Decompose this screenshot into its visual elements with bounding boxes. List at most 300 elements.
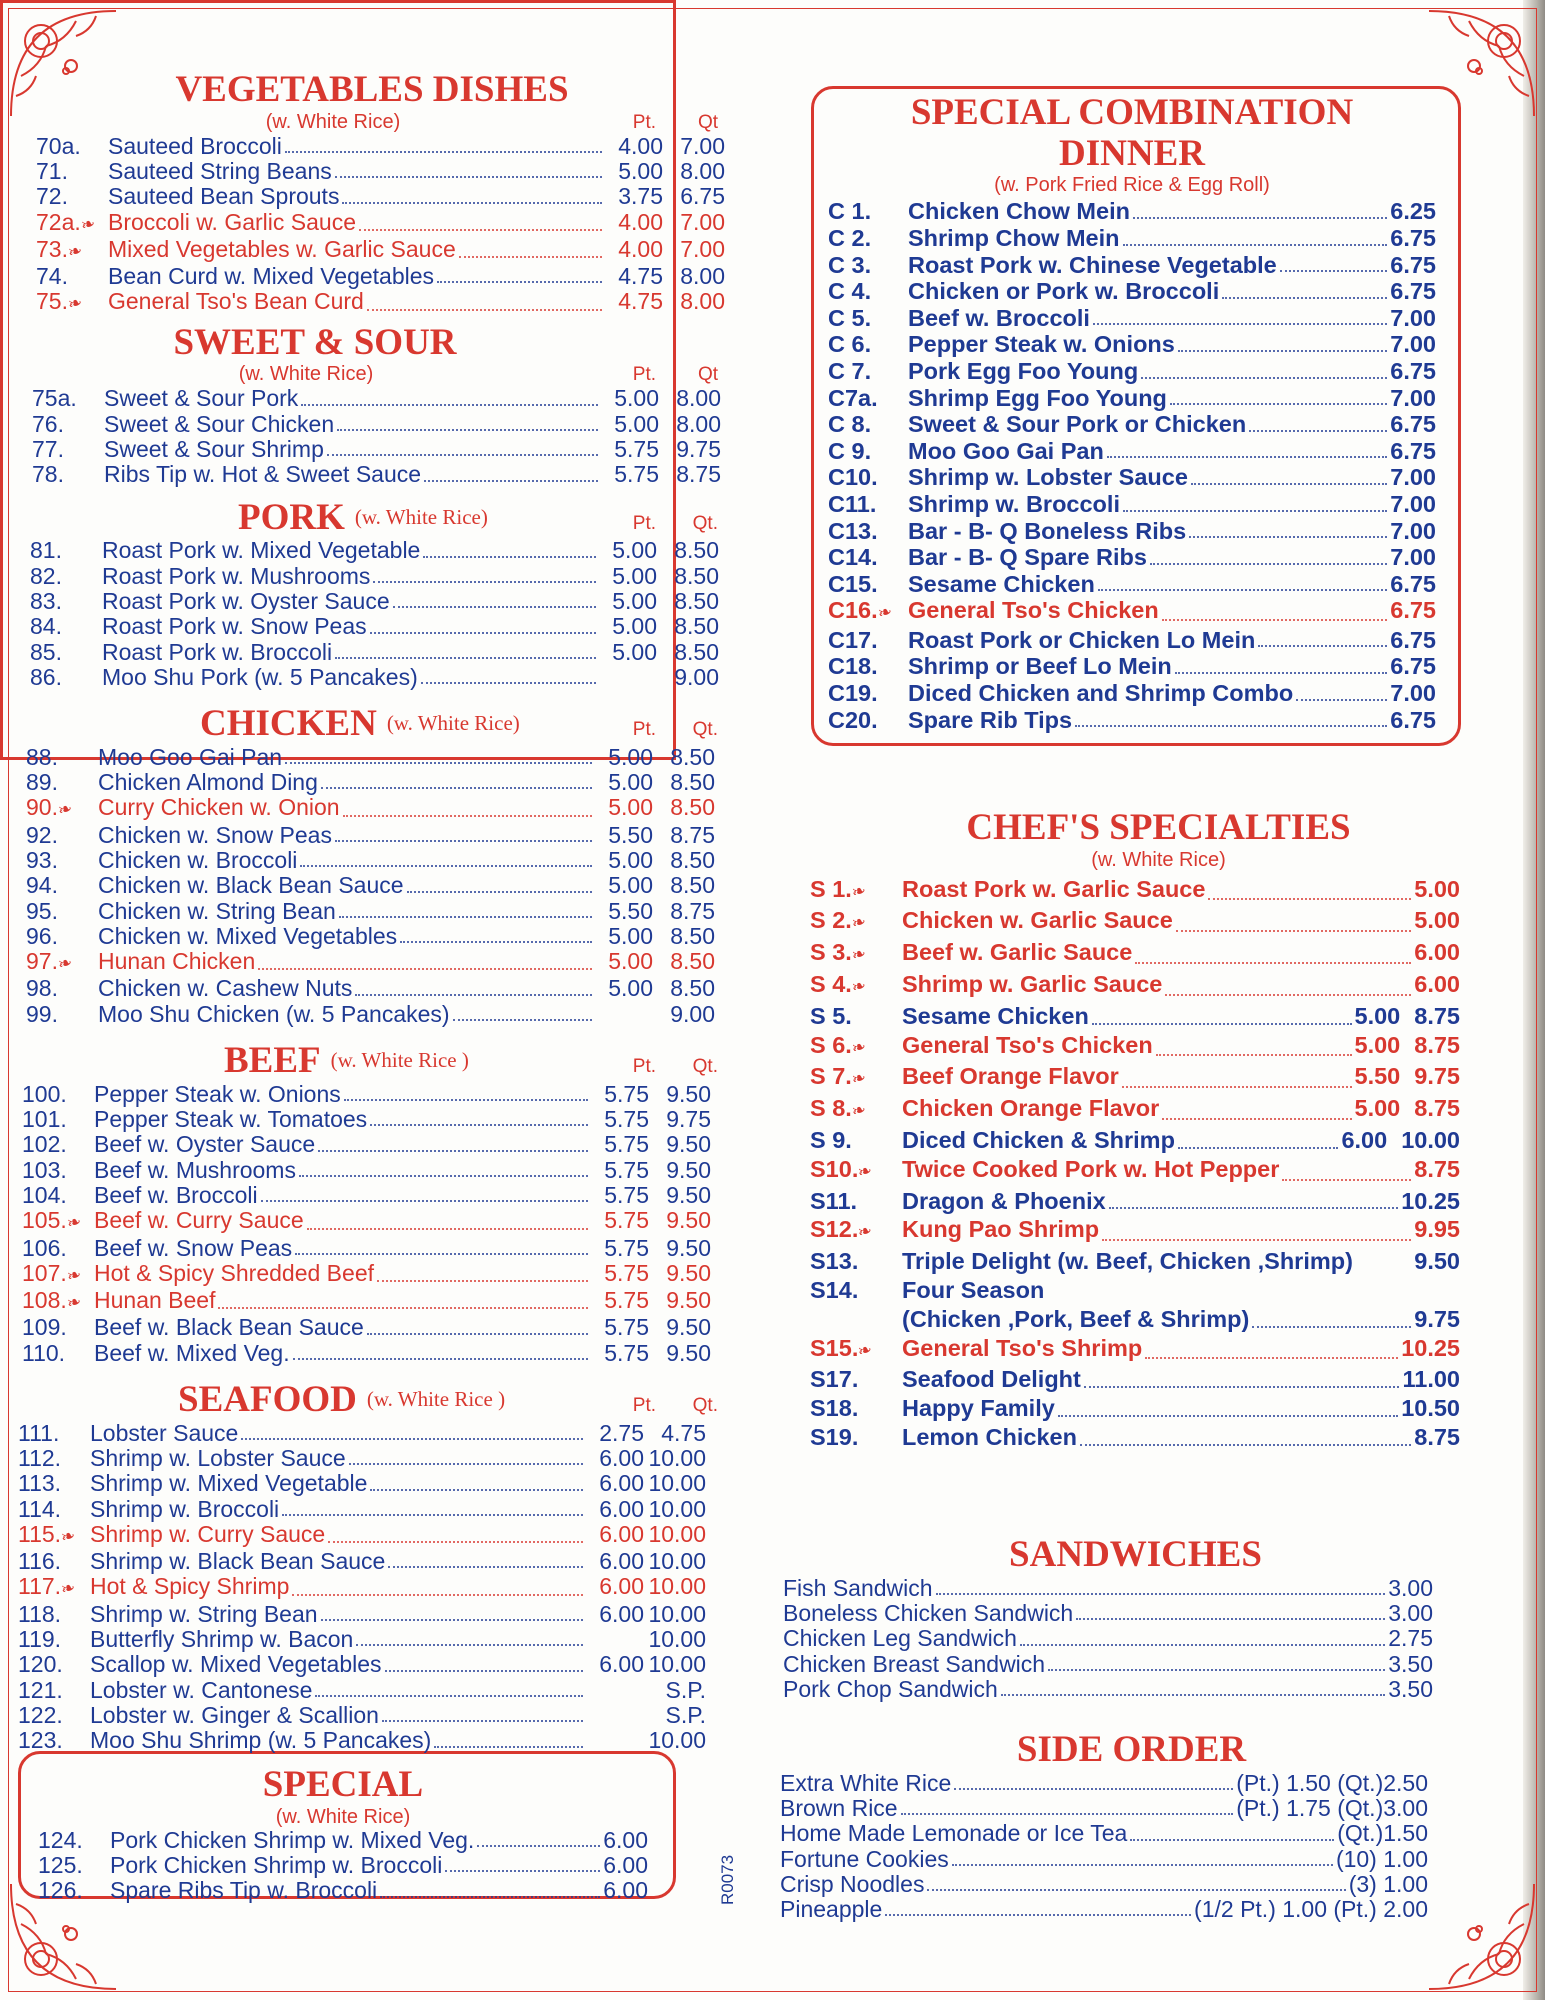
menu-item — [810, 1423, 1460, 1452]
item-name: Bar - B- Q Boneless Ribs — [908, 517, 1187, 544]
price-quart: 8.75 — [676, 461, 721, 488]
menu-item — [38, 1853, 648, 1878]
price: 8.75 — [1414, 1095, 1460, 1122]
price: 6.75 — [1390, 278, 1436, 305]
chili-pepper-icon: ❧ — [64, 1211, 84, 1234]
dot-leader — [367, 309, 602, 311]
price-pint: 5.00 — [612, 587, 657, 614]
item-name: Pepper Steak w. Tomatoes — [94, 1106, 368, 1133]
price: (Pt.) 1.50 (Qt.)2.50 — [1236, 1769, 1428, 1796]
price-quart: 8.50 — [674, 587, 719, 614]
item-name: Ribs Tip w. Hot & Sweet Sauce — [104, 461, 422, 488]
menu-item — [26, 848, 715, 873]
item-number-text: S 2. — [810, 907, 852, 934]
item-number: C19. — [828, 680, 878, 707]
dot-leader — [285, 151, 602, 153]
price: 7.00 — [1390, 490, 1436, 517]
item-number: 113. — [18, 1470, 62, 1497]
item-name: Moo Shu Shrimp (w. 5 Pancakes) — [90, 1727, 432, 1754]
dot-leader — [477, 1845, 600, 1847]
item-name: Beef w. Mushrooms — [94, 1156, 296, 1183]
price-quart: 9.50 — [666, 1156, 711, 1183]
dot-leader — [434, 1746, 583, 1748]
dot-leader — [1176, 930, 1411, 932]
dot-leader — [321, 787, 592, 789]
item-name: Moo Goo Gai Pan — [908, 437, 1104, 464]
item-number: 82. — [30, 562, 62, 589]
dot-leader — [388, 1566, 583, 1568]
dot-leader — [373, 581, 596, 583]
item-name: Fish Sandwich — [783, 1574, 933, 1601]
item-number: 112. — [18, 1445, 62, 1471]
price-pint: 2.75 — [599, 1419, 644, 1446]
chili-pepper-icon: ❧ — [65, 292, 85, 315]
item-number: 110. — [22, 1339, 66, 1366]
chili-pepper-icon: ❧ — [849, 975, 869, 998]
menu-item — [22, 1341, 711, 1366]
price-quart: 9.00 — [670, 1000, 715, 1027]
menu-item — [18, 1574, 706, 1601]
dot-leader — [927, 1889, 1345, 1891]
price-pint: 5.75 — [614, 436, 659, 463]
item-number: 89. — [26, 769, 58, 796]
price: 8.75 — [1414, 1031, 1460, 1058]
dot-leader — [370, 1124, 588, 1126]
menu-item — [22, 1288, 711, 1315]
chili-pepper-icon: ❧ — [64, 1264, 84, 1287]
item-number: 123. — [18, 1727, 63, 1754]
dot-leader — [295, 1253, 588, 1255]
chili-pepper-icon: ❧ — [855, 1160, 875, 1183]
price: 7.00 — [1390, 464, 1436, 491]
menu-item — [22, 1132, 711, 1157]
dot-leader — [377, 1280, 588, 1282]
price: 6.75 — [1390, 251, 1436, 278]
dot-leader — [1145, 1357, 1398, 1359]
item-name: Roast Pork w. Snow Peas — [102, 613, 367, 640]
item-number: 76. — [32, 410, 64, 437]
item-number: 119. — [18, 1626, 62, 1653]
item-number — [22, 1288, 94, 1315]
price-quart: 9.50 — [666, 1314, 711, 1341]
menu-item — [780, 1771, 1428, 1796]
menu-item — [22, 1107, 711, 1132]
item-name: Pineapple — [780, 1896, 883, 1923]
menu-item — [810, 1031, 1460, 1063]
chili-pepper-icon: ❧ — [855, 1339, 875, 1362]
item-name: Moo Shu Pork (w. 5 Pancakes) — [102, 663, 418, 690]
item-name: Seafood Delight — [902, 1366, 1081, 1393]
item-number — [36, 210, 108, 237]
dot-leader — [1249, 430, 1387, 432]
dot-leader — [355, 994, 592, 996]
price-quart: 10.00 — [648, 1600, 706, 1627]
price-quart: 8.00 — [676, 410, 721, 437]
item-name: Kung Pao Shrimp — [902, 1216, 1100, 1243]
price-quart: 7.00 — [680, 235, 725, 262]
menu-item — [26, 924, 715, 949]
menu-item — [783, 1601, 1433, 1626]
menu-item — [810, 1062, 1460, 1094]
item-name: Shrimp w. Garlic Sauce — [902, 971, 1163, 998]
price: 3.00 — [1388, 1574, 1433, 1601]
section-title — [18, 1380, 600, 1421]
item-name: Chicken w. Garlic Sauce — [902, 907, 1173, 934]
item-number: 124. — [38, 1826, 83, 1853]
dot-leader — [1102, 1239, 1411, 1241]
section-note: (w. White Rice) — [275, 1805, 411, 1828]
price: 6.75 — [1390, 706, 1436, 733]
price-pint: 5.00 — [608, 948, 653, 975]
item-number-text: 107. — [22, 1259, 67, 1286]
menu-item — [30, 564, 719, 589]
item-name: Sauteed String Beans — [108, 157, 332, 184]
price-pint: 5.00 — [608, 975, 653, 1002]
menu-item — [26, 949, 715, 976]
dot-leader — [315, 1695, 583, 1697]
dot-leader — [1191, 483, 1387, 485]
item-number: S17. — [810, 1366, 859, 1393]
item-name: Roast Pork w. Garlic Sauce — [902, 875, 1206, 902]
price-pint: 5.00 — [1354, 1095, 1401, 1122]
item-name: Bean Curd w. Mixed Vegetables — [108, 263, 435, 290]
item-name: Pork Chop Sandwich — [783, 1675, 998, 1702]
item-name: Beef w. Snow Peas — [94, 1234, 293, 1261]
item-name: Hot & Spicy Shrimp — [90, 1573, 290, 1600]
menu-item — [810, 1247, 1460, 1276]
chili-pepper-icon: ❧ — [849, 943, 869, 966]
item-number-text: 73. — [36, 235, 68, 262]
chili-pepper-icon: ❧ — [849, 1036, 869, 1059]
price: 7.00 — [1390, 517, 1436, 544]
item-name: Scallop w. Mixed Vegetables — [90, 1651, 382, 1678]
price-quart: 8.75 — [670, 897, 715, 924]
price: 7.00 — [1390, 680, 1436, 707]
price-quart: 10.00 — [648, 1651, 706, 1678]
price: 6.75 — [1390, 357, 1436, 384]
price-quart: 10.00 — [648, 1520, 706, 1547]
price-pint: 6.00 — [599, 1495, 644, 1522]
menu-item — [828, 225, 1436, 252]
dot-leader — [299, 1175, 588, 1177]
chili-pepper-icon: ❧ — [65, 240, 85, 263]
section-title-text: CHICKEN — [200, 703, 377, 745]
item-name: Chicken Breast Sandwich — [783, 1650, 1046, 1677]
section-pork — [30, 498, 718, 690]
dot-leader — [321, 1619, 583, 1621]
dot-leader — [282, 1514, 583, 1516]
item-name: Fortune Cookies — [780, 1845, 949, 1872]
item-name: Shrimp w. String Bean — [90, 1600, 318, 1627]
section-vegetables — [36, 69, 725, 317]
item-number: C 7. — [828, 357, 872, 384]
item-name: Bar - B- Q Spare Ribs — [908, 544, 1147, 571]
dot-leader — [1109, 1207, 1399, 1209]
section-title: SWEET & SOUR — [173, 321, 457, 363]
price-quart: 10.00 — [648, 1548, 706, 1575]
price-quart: 8.50 — [670, 872, 715, 899]
dot-leader — [1162, 619, 1388, 621]
menu-item — [38, 1878, 648, 1903]
dot-leader — [307, 1228, 588, 1230]
dot-leader — [339, 916, 592, 918]
dot-leader — [1084, 1386, 1400, 1388]
price-pint: 5.00 — [614, 410, 659, 437]
price-pint: 5.00 — [608, 846, 653, 873]
price: 10.25 — [1401, 1187, 1460, 1214]
menu-item — [36, 210, 725, 237]
price: 7.00 — [1390, 384, 1436, 411]
dot-leader — [1122, 1086, 1352, 1088]
menu-item — [783, 1677, 1433, 1702]
menu-item — [810, 1305, 1460, 1334]
menu-item — [780, 1872, 1428, 1897]
item-number: 95. — [26, 897, 58, 924]
section-note: (w. Pork Fried Rice & Egg Roll) — [994, 174, 1270, 197]
item-name: Hunan Chicken — [98, 948, 256, 975]
item-number: 125. — [38, 1851, 83, 1878]
item-name: Brown Rice — [780, 1794, 898, 1821]
item-name: Chicken Orange Flavor — [902, 1095, 1160, 1122]
dot-leader — [1141, 377, 1387, 379]
dot-leader — [327, 454, 598, 456]
menu-item — [810, 970, 1460, 1002]
item-number — [810, 875, 902, 907]
price-pint: 5.75 — [604, 1339, 649, 1366]
section-chef-specialties — [812, 808, 1460, 1452]
item-name: Lobster w. Ginger & Scallion — [90, 1701, 379, 1728]
price-pint: 5.75 — [604, 1181, 649, 1208]
item-name: Pork Egg Foo Young — [908, 357, 1139, 384]
price: 7.00 — [1390, 304, 1436, 331]
dot-leader — [1058, 1415, 1398, 1417]
dot-leader — [370, 632, 596, 634]
qt-header: Qt — [697, 364, 718, 386]
menu-item — [36, 237, 725, 264]
price-quart: 9.50 — [666, 1259, 711, 1286]
price-pint: 5.00 — [608, 922, 653, 949]
item-number-text: 97. — [26, 948, 58, 975]
item-name: Roast Pork or Chicken Lo Mein — [908, 626, 1256, 653]
price: 6.75 — [1390, 411, 1436, 438]
item-number: C 9. — [828, 437, 872, 464]
qt-header: Qt. — [692, 1395, 718, 1417]
price-quart: 9.50 — [666, 1080, 711, 1107]
dot-leader — [344, 1099, 588, 1101]
item-name: Extra White Rice — [780, 1769, 952, 1796]
dot-leader — [1123, 244, 1388, 246]
item-name: Pepper Steak w. Onions — [94, 1080, 341, 1107]
item-name: Spare Rib Tips — [908, 706, 1073, 733]
price: 5.00 — [1414, 875, 1460, 902]
dot-leader — [901, 1813, 1234, 1815]
item-name: Pork Chicken Shrimp w. Mixed Veg. — [110, 1826, 475, 1853]
item-number: S13. — [810, 1248, 859, 1275]
price: 8.75 — [1414, 1424, 1460, 1451]
item-name: Shrimp w. Black Bean Sauce — [90, 1548, 386, 1575]
price-pint: 5.75 — [604, 1156, 649, 1183]
price: 3.50 — [1388, 1650, 1433, 1677]
price-pint: 6.00 — [599, 1520, 644, 1547]
dot-leader — [453, 1019, 592, 1021]
item-number-text: S 8. — [810, 1095, 852, 1122]
menu-item — [18, 1627, 706, 1652]
item-name: Chicken Leg Sandwich — [783, 1625, 1017, 1652]
item-name: Shrimp w. Broccoli — [90, 1495, 280, 1522]
item-name: Sweet & Sour Chicken — [104, 410, 335, 437]
dot-leader — [421, 682, 596, 684]
item-number-text: S 6. — [810, 1031, 852, 1058]
dot-leader — [1048, 1669, 1385, 1671]
dot-leader — [241, 1438, 583, 1440]
menu-item — [783, 1652, 1433, 1677]
item-name: Sweet & Sour Shrimp — [104, 436, 324, 463]
item-name: Shrimp w. Lobster Sauce — [908, 464, 1188, 491]
dot-leader — [1133, 217, 1387, 219]
menu-item — [828, 252, 1436, 279]
item-name: Chicken w. Snow Peas — [98, 821, 332, 848]
dot-leader — [1252, 1326, 1411, 1328]
price-pint: 5.00 — [608, 743, 653, 770]
price-quart: 7.00 — [680, 132, 725, 159]
menu-item — [30, 614, 719, 639]
menu-item — [828, 358, 1436, 385]
item-name: Twice Cooked Pork w. Hot Pepper — [902, 1155, 1280, 1182]
menu-item — [26, 770, 715, 795]
dot-leader — [337, 429, 598, 431]
item-name: Sweet & Sour Pork or Chicken — [908, 411, 1247, 438]
chili-pepper-icon: ❧ — [849, 1067, 869, 1091]
item-name: Lobster Sauce — [90, 1419, 239, 1446]
menu-item — [780, 1796, 1428, 1821]
item-number: 109. — [22, 1314, 67, 1341]
menu-item — [810, 1187, 1460, 1216]
price-quart: 9.50 — [666, 1339, 711, 1366]
item-number — [828, 597, 908, 627]
menu-item — [18, 1497, 706, 1522]
item-number-text: 75. — [36, 288, 68, 315]
item-number: 122. — [18, 1701, 63, 1728]
item-number: 78. — [32, 461, 64, 488]
item-number: S14. — [810, 1277, 859, 1304]
price-quart: 10.00 — [648, 1445, 706, 1471]
menu-item — [828, 331, 1436, 358]
dot-leader — [1189, 536, 1387, 538]
item-number — [810, 1031, 902, 1063]
dot-leader — [1092, 1023, 1352, 1025]
price: 6.00 — [603, 1877, 648, 1904]
pt-header: Pt. — [632, 364, 656, 386]
dot-leader — [400, 941, 592, 943]
item-number: C 2. — [828, 224, 872, 251]
menu-item — [36, 159, 725, 184]
dot-leader — [1123, 510, 1387, 512]
menu-item — [828, 278, 1436, 305]
menu-item — [36, 134, 725, 159]
menu-item — [828, 491, 1436, 518]
item-number: 114. — [18, 1495, 62, 1522]
menu-item — [32, 386, 721, 411]
dot-leader — [356, 1644, 583, 1646]
item-name: Lobster w. Cantonese — [90, 1676, 313, 1703]
menu-item — [810, 938, 1460, 970]
section-title — [26, 704, 600, 745]
item-number: 71. — [36, 157, 68, 184]
item-number: S18. — [810, 1395, 859, 1422]
price-pint: 6.00 — [599, 1573, 644, 1600]
dot-leader — [423, 556, 596, 558]
menu-item — [18, 1471, 706, 1496]
dot-leader — [459, 256, 602, 258]
ornament-corner-icon — [1419, 1874, 1539, 1994]
menu-item — [26, 899, 715, 924]
price-pint: 6.00 — [599, 1548, 644, 1575]
menu-item — [810, 1215, 1460, 1247]
menu-item — [18, 1602, 706, 1627]
section-note: (w. White Rice) — [1091, 848, 1226, 871]
item-number-text: 105. — [22, 1207, 67, 1234]
item-number-text: 117. — [18, 1573, 62, 1600]
menu-item — [30, 640, 719, 665]
dot-leader — [1178, 350, 1387, 352]
price: 3.00 — [1388, 1599, 1433, 1626]
dot-leader — [367, 1333, 588, 1335]
price-quart: 9.50 — [666, 1207, 711, 1234]
item-number: 93. — [26, 846, 58, 873]
menu-item — [810, 1155, 1460, 1187]
item-name: General Tso's Bean Curd — [108, 288, 364, 315]
menu-item — [36, 289, 725, 316]
price-quart: 8.00 — [676, 385, 721, 412]
dot-leader — [1135, 962, 1411, 964]
price-quart: 8.50 — [670, 922, 715, 949]
menu-item — [26, 823, 715, 848]
item-number: 102. — [22, 1131, 67, 1158]
item-number: C 6. — [828, 331, 872, 358]
pt-header: Pt. — [632, 1056, 656, 1078]
price-pint: 5.00 — [612, 613, 657, 640]
item-number-text: 115. — [18, 1520, 62, 1547]
price-quart: 8.50 — [674, 562, 719, 589]
price-quart: 8.00 — [680, 157, 725, 184]
menu-item — [30, 589, 719, 614]
chili-pepper-icon: ❧ — [875, 601, 894, 624]
menu-item — [26, 873, 715, 898]
item-number: S11. — [810, 1187, 858, 1214]
menu-item — [810, 875, 1460, 907]
menu-item — [810, 1394, 1460, 1423]
price: 10.50 — [1401, 1395, 1460, 1422]
price: 8.75 — [1414, 1002, 1460, 1029]
price: 7.00 — [1390, 544, 1436, 571]
item-name: Roast Pork w. Mixed Vegetable — [102, 537, 421, 564]
dot-leader — [1222, 297, 1387, 299]
item-name: General Tso's Shrimp — [902, 1334, 1143, 1361]
menu-item — [32, 437, 721, 462]
menu-item — [810, 906, 1460, 938]
menu-item — [810, 1334, 1460, 1366]
item-name: Triple Delight (w. Beef, Chicken ,Shrimp) — [902, 1248, 1353, 1275]
section-side-order — [780, 1730, 1428, 1922]
item-number: 85. — [30, 638, 62, 665]
price: 3.50 — [1388, 1675, 1433, 1702]
price-pint: 6.00 — [1341, 1127, 1388, 1154]
item-number: S 9. — [810, 1127, 852, 1154]
price: 9.95 — [1414, 1216, 1460, 1243]
dot-leader — [1296, 699, 1387, 701]
section-title-text: SEAFOOD — [178, 1379, 357, 1421]
item-name: Roast Pork w. Broccoli — [102, 638, 333, 665]
